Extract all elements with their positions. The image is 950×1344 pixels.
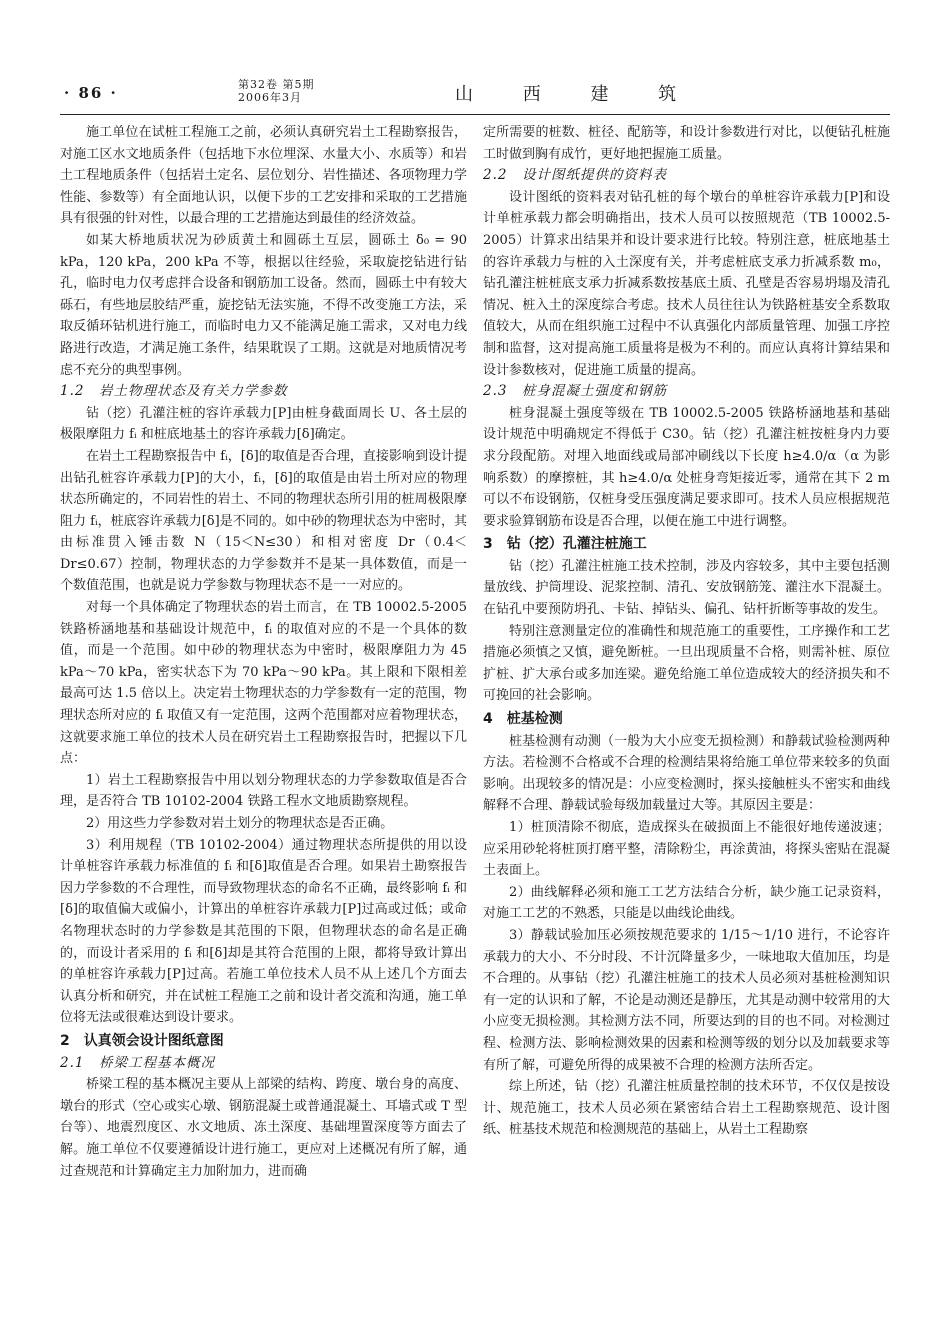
section-heading: 2.3 桩身混凝土强度和钢筋 — [483, 383, 667, 400]
section-heading: 1.2 岩土物理状态及有关力学参数 — [60, 383, 288, 400]
header-rule — [60, 114, 890, 115]
paragraph: 对每一个具体确定了物理状态的岩土而言，在 TB 10002.5-2005 铁路桥涵地基和基础设计规范中，fᵢ 的取值对应的不是一个具体的数值，而是一个范围。如中砂的物理状态为中密时，极限摩阻力为 45 kPa～70 kPa，密实状态下为 70 kPa～90 kPa。其上限和下限相差最高可达 1.5 倍以上。决定岩土物理状态的力学参数有一定的范围，物理状态所对应的 fᵢ 取值又有一定范围，这两个范围都对应着物理状态，这就要求施工单位的技术人员在研究岩土工程勘察报告时，把握以下几点： — [60, 600, 467, 767]
page-number: · 86 · — [64, 84, 118, 102]
right-column — [483, 122, 890, 1141]
list-item: 3）利用规程（TB 10102-2004）通过物理状态所提供的用以设计单桩容许承载力标准值的 fᵢ 和[δ]取值是否合理。如果岩土勘察报告因力学参数的不合理性，而导致物理状态的命名不正确，最终影响 fᵢ 和[δ]的取值偏大或偏小，计算出的单桩容许承载力[P]过高或过低；或命名物理状态时的力学参数是其范围的下限，但物理状态的命名是正确的，而设计者采用的 fᵢ 和[δ]却是其符合范围的上限，都将导致计算出的单桩容许承载力[P]过高。若施工单位技术人员不从上述几个方面去认真分析和研究，并在试桩工程施工之前和设计者交流和沟通，施工单位将无法或很难达到设计要求。 — [60, 837, 467, 1026]
section-heading: 2.2 设计图纸提供的资料表 — [483, 167, 667, 184]
list-item: 2）用这些力学参数对岩土划分的物理状态是否正确。 — [86, 816, 394, 831]
paragraph: 施工单位在试桩工程施工之前，必须认真研究岩土工程勘察报告，对施工区水文地质条件（包括地下水位埋深、水量大小、水质等）和岩土工程地质条件（包括岩土定名、层位划分、岩性描述、各项物理力学性能、参数等）有全面地认识，以便下步的工艺安排和采取的工艺措施具有很强的针对性，以最合理的工艺措施达到最佳的经济效益。 — [60, 125, 467, 227]
section-heading: 4 桩基检测 — [483, 711, 563, 728]
paragraph: 钻（挖）孔灌注桩的容许承载力[P]由桩身截面周长 U、各土层的极限摩阻力 fᵢ 和桩底地基土的容许承载力[δ]确定。 — [60, 405, 467, 443]
list-item: 1）桩顶清除不彻底，造成探头在破损面上不能很好地传递波速；应采用砂轮将桩顶打磨平整，清除粉尘，再涂黄油，将探头密贴在混凝土表面上。 — [483, 820, 890, 879]
issue-volume: 第32卷 第5期 — [238, 78, 315, 91]
paragraph: 桩身混凝土强度等级在 TB 10002.5-2005 铁路桥涵地基和基础设计规范中明确规定不得低于 C30。钻（挖）孔灌注桩按桩身内力要求分段配筋。对埋入地面线或局部冲刷线以下长度 h≥4.0/α（α 为影响系数）的摩擦桩，其 h≥4.0/α 处桩身弯矩接近零，通常在其下 2 m 可以不布设钢筋，仅桩身受压强度满足要求即可。技术人员应根据规范要求验算钢筋布设是否合理，以便在施工中进行调整。 — [483, 405, 890, 529]
section-heading: 2.1 桥梁工程基本概况 — [60, 1054, 215, 1071]
issue-info — [238, 78, 315, 104]
paragraph: 定所需要的桩数、桩径、配筋等，和设计参数进行对比，以便钻孔桩施工时做到胸有成竹，更好地把握施工质量。 — [483, 125, 890, 162]
paragraph: 在岩土工程勘察报告中 fᵢ，[δ]的取值是否合理，直接影响到设计提出钻孔桩容许承载力[P]的大小，fᵢ，[δ]的取值是由岩土所对应的物理状态所确定的，不同岩性的岩土、不同的物理状态所引用的桩周极限摩阻力 fᵢ，桩底容许承载力[δ]是不同的。如中砂的物理状态为中密时，其由标准贯入锤击数 N（15＜N≤30）和相对密度 Dr（0.4＜Dr≤0.67）控制，物理状态的力学参数并不是某一具体数值，而是一个数值范围，也就是说力学参数与物理状态不是一一对应的。 — [60, 448, 467, 594]
left-column — [60, 122, 467, 1182]
section-heading: 3 钻（挖）孔灌注桩施工 — [483, 536, 647, 553]
paragraph: 如某大桥地质状况为砂质黄土和圆砾土互层，圆砾土 δ₀ = 90 kPa，120 kPa，200 kPa 不等，根据以往经验，采取旋挖钻进行钻孔，临时电力仅考虑拌合设备和钢筋加工设备。然而，圆砾土中有较大砾石，有些地层胶结严重，旋挖钻无法实施，不得不改变施工方法，采取反循环钻机进行施工，而临时电力又不能满足施工需求，又对电力线路进行改造，才满足施工条件，结果耽误了工期。这就是对地质情况考虑不充分的典型事例。 — [60, 232, 467, 378]
paragraph: 设计图纸的资料表对钻孔桩的每个墩台的单桩容许承载力[P]和设计单桩承载力都会明确指出，技术人员可以按照规范（TB 10002.5-2005）计算求出结果并和设计要求进行比较。特别注意，桩底地基土的容许承载力与桩的入土深度有关，并考虑桩底支承力折减系数 m₀，钻孔灌注桩桩底支承力折减系数按基底土质、孔壁是否容易坍塌及清孔情况、桩入土的深度综合考虑。技术人员往往认为铁路桩基安全系数取值较大，从而在组织施工过程中不认真强化内部质量管理、加强工序控制和监督，这对提高施工质量将是极为不利的。而应认真将计算结果和设计参数核对，促进施工质量的提高。 — [483, 189, 890, 378]
paragraph: 钻（挖）孔灌注桩施工技术控制，涉及内容较多，其中主要包括测量放线、护筒埋设、泥浆控制、清孔、安放钢筋笼、灌注水下混凝土。在钻孔中要预防坍孔、卡钻、掉钻头、偏孔、钻杆折断等事故的发生。 — [483, 558, 890, 618]
section-heading: 2 认真领会设计图纸意图 — [60, 1032, 224, 1049]
list-item: 3）静载试验加压必须按规范要求的 1/15～1/10 进行，不论容许承载力的大小、不分时段、不计沉降量多少，一味地取大值加压，均是不合理的。从事钻（挖）孔灌注桩施工的技术人员必须对基桩检测知识有一定的认识和了解，不论是动测还是静压，尤其是动测中较常用的大小应变无损检测。其检测方法不同，所要达到的目的也不同。对检测过程、检测方法、影响检测效果的因素和检测等级的划分以及加载要求等有所了解，可避免所得的成果被不合理的检测方法所否定。 — [483, 927, 890, 1073]
paragraph: 桥梁工程的基本概况主要从上部梁的结构、跨度、墩台身的高度、墩台的形式（空心或实心墩、钢筋混凝土或普通混凝土、耳墙式或 T 型台等）、地震烈度区、水文地质、冻土深度、基础埋置深度等方面去了解。施工单位不仅要遵循设计进行施工，更应对上述概况有所了解，通过查规范和计算确定主力加附加力，进而确 — [60, 1077, 467, 1179]
paragraph: 桩基检测有动测（一般为大小应变无损检测）和静载试验检测两种方法。若检测不合格或不合理的检测结果将给施工单位带来较多的负面影响。出现较多的情况是：小应变检测时，探头接触桩头不密实和曲线解释不合理、静载试验每级加载量过大等。其原因主要是： — [483, 733, 890, 814]
paragraph: 综上所述，钻（挖）孔灌注桩质量控制的技术环节，不仅仅是按设计、规范施工，技术人员必须在紧密结合岩土工程勘察规范、设计图纸、桩基技术规范和检测规范的基础上，从岩土工程勘察 — [483, 1079, 890, 1138]
journal-title: 山 西 建 筑 — [455, 84, 699, 105]
list-item: 1）岩土工程勘察报告中用以划分物理状态的力学参数取值是否合理，是否符合 TB 10102-2004 铁路工程水文地质勘察规程。 — [60, 772, 467, 810]
page-header — [60, 78, 890, 112]
paragraph: 特别注意测量定位的准确性和规范施工的重要性，工序操作和工艺措施必须慎之又慎，避免断桩。一旦出现质量不合格，则需补桩、原位扩桩、扩大承台或多加连梁。避免给施工单位造成较大的经济损失和不可挽回的社会影响。 — [483, 623, 890, 704]
issue-date: 2006年3月 — [238, 91, 302, 104]
list-item: 2）曲线解释必须和施工工艺方法结合分析，缺少施工记录资料，对施工工艺的不熟悉，只能是以曲线论曲线。 — [483, 884, 890, 922]
